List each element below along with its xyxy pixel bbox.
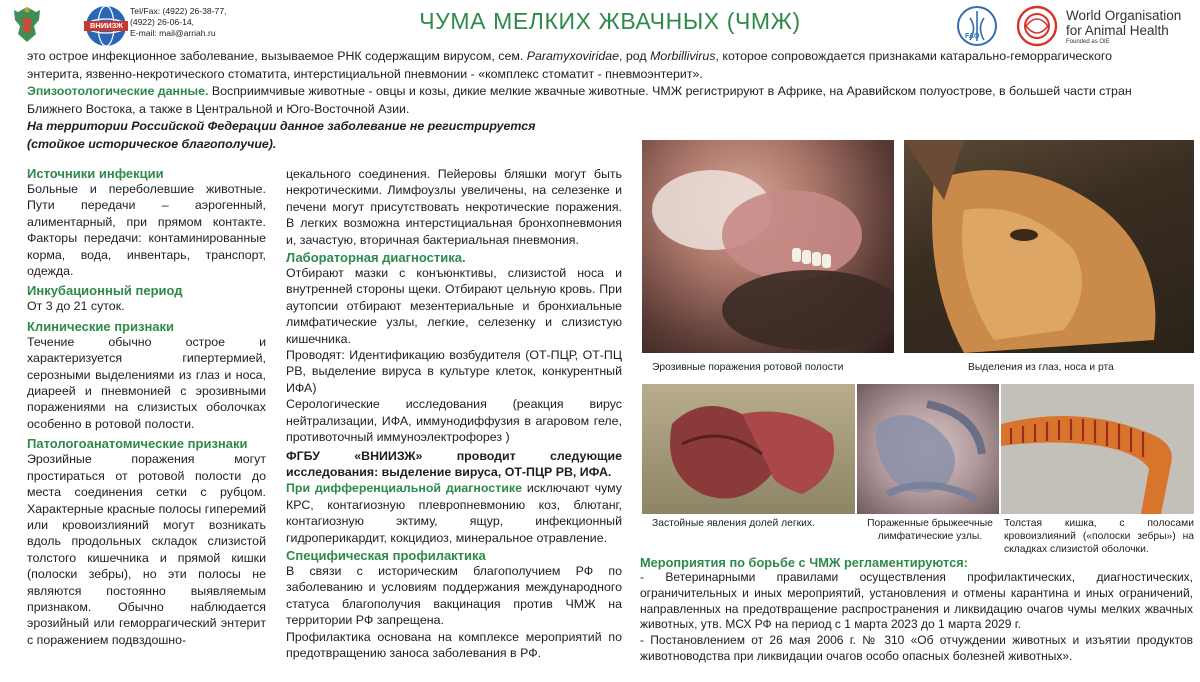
intro-text-c: , которое сопровождается признаками катарально-геморрагического	[715, 49, 1113, 63]
lab-text-serology: Серологические исследования (реакция вирус нейтрализации, ИФА, иммунодиффузия в агаровом геле, противоточный иммуноэлектрофорез )	[286, 397, 622, 445]
caption-lungs: Застойные явления долей легких.	[652, 518, 815, 529]
caption-lymph-nodes: Пораженные брыжеечные лимфатические узлы.	[867, 518, 993, 542]
caption-goat-discharge: Выделения из глаз, носа и рта	[968, 362, 1114, 373]
intro-line2: энтерита, язвенно-некротического стоматита, интерстициальной пневмонии - «комплекс стоматит - пневмоэнтерит».	[27, 66, 703, 81]
photo-mouth-lesions	[642, 140, 894, 353]
photo-zebra-stripes	[1001, 384, 1194, 514]
russia-status-line1: На территории Российской Федерации данное заболевание не регистрируется	[27, 119, 536, 133]
pathology-title: Патологоанатомические признаки	[27, 436, 248, 452]
lab-text-identification: Проводят: Идентификацию возбудителя (ОТ-ПЦР, ОТ-ПЦ РВ, выделение вируса в культуре клеток, конкурентный ИФА)	[286, 348, 622, 395]
sources-text: Больные и переболевшие животные. Пути передачи – аэрогенный, алиментарный, при прямом контакте. Факторы передачи: контаминированные корма, вода, инвентарь, транспорт, одежда.	[27, 182, 266, 279]
measures-title: Мероприятия по борьбе с ЧМЖ регламентируются:	[640, 555, 968, 570]
column-left	[27, 166, 266, 648]
intestine-illustration	[1001, 384, 1194, 514]
measures-text2: - Постановлением от 26 мая 2006 г. № 310 «Об отчуждении животных и изъятии продуктов животноводства при ликвидации очагов особо опасных болезней животных».	[640, 633, 1193, 663]
intro-family: Paramyxoviridae	[526, 49, 620, 63]
epizoo-line2: Ближнего Востока, а также в Центральной и Юго-Восточной Азии.	[27, 101, 410, 116]
lab-text-samples: Отбирают мазки с конъюнктивы, слизистой носа и внутренней стороны щеки. Отбирают цельную кровь. При аутопсии отбирают мезентериальные и бронхиальные лимфатические узлы, легкие, селезенку и слизистую кишечника.	[286, 266, 622, 346]
woah-founded: Founded as OIE	[1066, 39, 1110, 45]
woah-name-line1: World Organisation	[1066, 8, 1182, 23]
caption-mouth-lesions: Эрозивные поражения ротовой полости	[652, 362, 844, 373]
intro-text-b: , род	[619, 49, 651, 63]
epizoo-label: Эпизоотологические данные.	[27, 84, 209, 98]
woah-logo-text	[1066, 8, 1181, 46]
contacts	[130, 6, 227, 39]
goat-illustration	[904, 140, 1194, 353]
prophylaxis-text2: Профилактика основана на комплексе мероприятий по предотвращению заноса заболевания в РФ.	[286, 629, 622, 660]
incubation-text: От 3 до 21 суток.	[27, 299, 125, 314]
caption-zebra-stripes: Толстая кишка, с полосами кровоизлияний («полоски зебры») на складках слизистой оболочки.	[1004, 518, 1194, 555]
epizoo-line1	[27, 83, 1187, 101]
column-middle	[286, 166, 622, 661]
coat-of-arms-logo	[10, 4, 44, 46]
mouth-illustration	[642, 140, 894, 353]
contacts-email: E-mail: mail@arriah.ru	[130, 28, 216, 38]
intro-section	[27, 48, 1187, 153]
differential-body: исключают чуму КРС, контагиозную плевропневмонию коз, блютанг, контагиозную эктиму, ящур, инфекционный гидроперикардит, кокцидиоз, минеральное отравление.	[286, 481, 622, 545]
lungs-illustration	[642, 384, 855, 514]
intro-line1	[27, 48, 1187, 66]
fao-logo	[952, 4, 1002, 48]
page-title: ЧУМА МЕЛКИХ ЖВАЧНЫХ (ЧМЖ)	[419, 8, 801, 34]
pathology-text: Эрозийные поражения могут простираться от ротовой полости до места соединения сетки с рубцом. Характерные красные полосы гиперемий или кровоизлияний могут возникать вдоль продольных складок слизистой толстого кишечника и прямой кишки (полоски зебры), но эти полосы не являются постоянно выявляемым признаком. Обычно наблюдается эрозийный или геморрагический энтерит с поражением подвздошно-	[27, 452, 266, 647]
differential-text	[286, 480, 622, 546]
contacts-phone2: (4922) 26-06-14,	[130, 17, 195, 27]
incubation-title: Инкубационный период	[27, 283, 183, 299]
photo-lymph-nodes	[857, 384, 999, 514]
prophylaxis-text1: В связи с историческим благополучием РФ по заболеванию и условиям поддержания международного статуса благополучия вакцинация против ЧМЖ на территории РФ запрещена.	[286, 563, 622, 628]
measures-section	[640, 555, 1193, 665]
intro-genus: Morbillivirus	[650, 49, 716, 63]
epizoo-text: Восприимчивые животные - овцы и козы, дикие мелкие жвачные животные. ЧМЖ регистрируют в Африке, на Аравийском полуострове, в большей части стран	[208, 84, 1132, 98]
contacts-phone1: Tel/Fax: (4922) 26-38-77,	[130, 6, 227, 16]
intro-text-a: это острое инфекционное заболевание, вызываемое РНК содержащим вирусом, сем.	[27, 49, 527, 63]
fgbu-text: ФГБУ «ВНИИЗЖ» проводит следующие исследования: выделение вируса, ОТ-ПЦР РВ, ИФА.	[286, 448, 622, 479]
measures-text1: - Ветеринарными правилами осуществления профилактических, диагностических, ограничительных и иных мероприятий, установления и отмены карантина и иных ограничений, направленных на предотвращение распространения и ликвидацию очагов чумы мелких жвачных животных, утв. МСХ РФ на период с 1 марта 2023 до 1 марта 2029 г.	[640, 570, 1193, 632]
prophylaxis-title: Специфическая профилактика	[286, 547, 486, 563]
fao-logo-text: FAO	[965, 33, 980, 40]
photo-lungs	[642, 384, 855, 514]
lab-title: Лабораторная диагностика.	[286, 250, 466, 266]
clinical-title: Клинические признаки	[27, 318, 175, 334]
pathology-continued-text: цекального соединения. Пейеровы бляшки могут быть некротическими. Лимфоузлы увеличены, на селезенке и печени могут присутствовать некротические поражения. В легких возможна интерстициальная бронхопневмония и, зачастую, вторичная бактериальная пневмония.	[286, 167, 622, 247]
photo-goat-discharge	[904, 140, 1194, 353]
clinical-text: Течение обычно острое и характеризуется гипертермией, серозными выделениями из глаз и носа, диареей и пневмонией с эрозивными поражениями на слизистых оболочках особенно в ротовой полости.	[27, 334, 266, 431]
differential-label: При дифференциальной диагностике	[286, 481, 522, 496]
russia-status-line2: (стойкое историческое благополучие).	[27, 136, 277, 151]
woah-name-line2: for Animal Health	[1066, 23, 1169, 38]
lymph-nodes-illustration	[857, 384, 999, 514]
sources-title: Источники инфекции	[27, 166, 164, 181]
vniizzh-logo-text: ВНИИЗЖ	[90, 21, 123, 30]
woah-logo	[1016, 5, 1058, 47]
